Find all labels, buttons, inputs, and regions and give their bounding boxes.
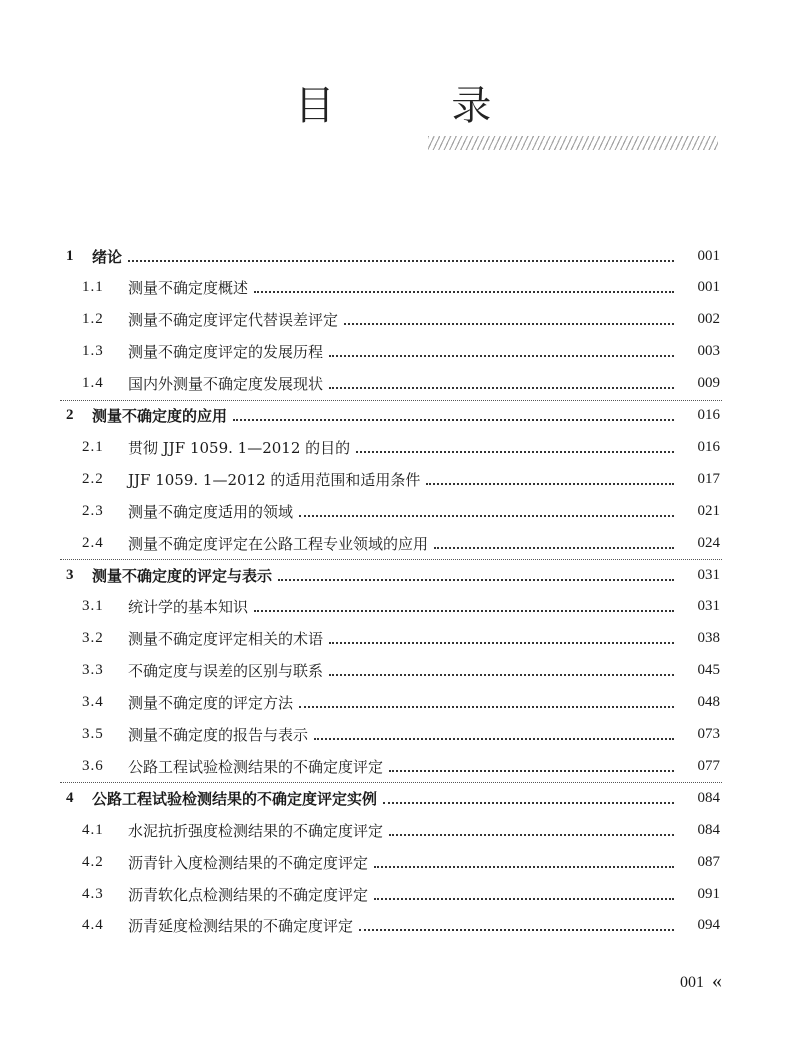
toc-section-entry[interactable]: [0, 623, 790, 655]
toc-dot-leader: [278, 578, 674, 581]
toc-entry-number: 4.4: [82, 917, 104, 934]
toc-entry-title: 沥青软化点检测结果的不确定度评定: [128, 885, 369, 904]
toc-entry-title: 公路工程试验检测结果的不确定度评定实例: [92, 789, 378, 808]
toc-entry-number: 4.3: [82, 885, 104, 902]
toc-entry-page: 048: [697, 694, 720, 711]
toc-entry-title: JJF 1059. 1—2012 的适用范围和适用条件: [128, 470, 421, 489]
toc-entry-title: 测量不确定度的报告与表示: [128, 726, 309, 744]
toc-dot-leader: [254, 609, 674, 612]
toc-entry-title: 测量不确定度概述: [128, 279, 249, 298]
toc-chapter-entry[interactable]: [0, 400, 790, 432]
toc-entry-page: 021: [697, 502, 720, 519]
decorative-hatch-bar: [428, 136, 718, 150]
toc-entry-page: 001: [697, 279, 720, 296]
toc-dot-leader: [329, 386, 674, 389]
chapter-separator: [60, 782, 722, 783]
toc-section-entry[interactable]: [0, 878, 790, 910]
toc-entry-page: 094: [697, 917, 720, 934]
toc-entry-title: 国内外测量不确定度发展现状: [128, 375, 324, 394]
chapter-separator: [60, 559, 722, 560]
toc-entry-number: 2: [66, 407, 74, 423]
toc-entry-title: 测量不确定度评定代替误差评定: [128, 311, 339, 330]
toc-chapter-entry[interactable]: [0, 782, 790, 814]
toc-entry-number: 2.1: [82, 438, 104, 455]
toc-entry-number: 1: [66, 247, 74, 264]
toc-entry-page: 016: [697, 438, 720, 455]
toc-section-entry[interactable]: [0, 272, 790, 304]
toc-dot-leader: [344, 322, 674, 325]
toc-entry-number: 1.4: [82, 375, 104, 392]
toc-section-entry[interactable]: [0, 336, 790, 368]
toc-entry-title: 绪论: [92, 247, 123, 266]
page-footer: [680, 970, 722, 993]
toc-dot-leader: [374, 897, 674, 900]
toc-entry-number: 2.2: [82, 470, 104, 487]
toc-entry-number: 4.1: [82, 821, 104, 838]
toc-dot-leader: [389, 769, 674, 772]
toc-dot-leader: [254, 290, 674, 293]
toc-entry-number: 3.6: [82, 757, 104, 774]
toc-entry-title: 测量不确定度评定的发展历程: [128, 343, 324, 362]
toc-section-entry[interactable]: [0, 814, 790, 846]
toc-entry-page: 017: [697, 470, 720, 487]
toc-entry-page: 001: [697, 247, 720, 264]
toc-section-entry[interactable]: [0, 368, 790, 400]
footer-arrow-mark: «: [712, 970, 722, 992]
toc-entry-page: 038: [697, 630, 720, 647]
toc-entry-page: 045: [697, 662, 720, 679]
toc-entry-page: 024: [697, 534, 720, 551]
toc-dot-leader: [314, 737, 674, 740]
toc-dot-leader: [389, 833, 674, 836]
footer-page-number: 001: [680, 974, 704, 991]
toc-dot-leader: [329, 354, 674, 357]
toc-entry-number: 3.4: [82, 694, 104, 711]
toc-section-entry[interactable]: [0, 846, 790, 878]
toc-section-entry[interactable]: [0, 527, 790, 559]
toc-entry-number: 2.3: [82, 502, 104, 519]
toc-entry-title: 贯彻 JJF 1059. 1—2012 的目的: [128, 438, 351, 457]
toc-entry-page: 073: [697, 726, 720, 742]
toc-entry-title: 测量不确定度的评定方法: [128, 694, 294, 713]
toc-section-entry[interactable]: [0, 719, 790, 751]
toc-entry-page: 091: [697, 885, 720, 902]
toc-dot-leader: [383, 801, 674, 804]
toc-dot-leader: [329, 641, 674, 644]
toc-entry-page: 003: [697, 343, 720, 360]
toc-section-entry[interactable]: [0, 687, 790, 719]
toc-entry-number: 4: [66, 789, 74, 806]
page-title: 目 录: [294, 83, 544, 129]
toc-entry-number: 2.4: [82, 534, 104, 551]
toc-section-entry[interactable]: [0, 655, 790, 687]
toc-entry-number: 3.5: [82, 726, 104, 742]
toc-section-entry[interactable]: [0, 750, 790, 782]
toc-entry-page: 031: [697, 566, 720, 583]
toc-section-entry[interactable]: [0, 304, 790, 336]
toc-entry-title: 不确定度与误差的区别与联系: [128, 662, 324, 681]
toc-dot-leader: [434, 546, 674, 549]
toc-entry-title: 测量不确定度评定在公路工程专业领域的应用: [128, 534, 429, 553]
toc-dot-leader: [128, 259, 674, 262]
toc-entry-title: 沥青针入度检测结果的不确定度评定: [128, 853, 369, 872]
toc-entry-number: 4.2: [82, 853, 104, 870]
toc-chapter-entry[interactable]: [0, 559, 790, 591]
toc-section-entry[interactable]: [0, 591, 790, 623]
toc-entry-page: 002: [697, 311, 720, 328]
toc-entry-number: 3.2: [82, 630, 104, 647]
toc-dot-leader: [329, 673, 674, 676]
toc-entry-title: 公路工程试验检测结果的不确定度评定: [128, 757, 384, 776]
toc-entry-page: 084: [697, 789, 720, 806]
toc-section-entry[interactable]: [0, 463, 790, 495]
toc-dot-leader: [374, 865, 674, 868]
toc-dot-leader: [426, 482, 674, 485]
chapter-separator: [60, 400, 722, 401]
toc-entry-page: 031: [697, 598, 720, 615]
toc-entry-title: 水泥抗折强度检测结果的不确定度评定: [128, 821, 384, 840]
toc-entry-title: 测量不确定度评定相关的术语: [128, 630, 324, 649]
toc-entry-number: 1.2: [82, 311, 104, 328]
toc-entry-title: 统计学的基本知识: [128, 598, 249, 617]
toc-section-entry[interactable]: [0, 431, 790, 463]
toc-dot-leader: [359, 928, 674, 931]
toc-entry-title: 测量不确定度适用的领域: [128, 502, 294, 521]
toc-dot-leader: [233, 418, 674, 421]
toc-entry-title: 沥青延度检测结果的不确定度评定: [128, 917, 354, 936]
toc-entry-number: 3: [66, 566, 74, 583]
toc-entry-page: 084: [697, 821, 720, 838]
toc-entry-page: 087: [697, 853, 720, 870]
toc-entry-title: 测量不确定度的评定与表示: [92, 566, 273, 585]
toc-entry-page: 016: [697, 407, 720, 423]
toc-entry-number: 3.1: [82, 598, 104, 615]
toc-section-entry[interactable]: [0, 495, 790, 527]
toc-chapter-entry[interactable]: [0, 240, 790, 272]
toc-entry-title: 测量不确定度的应用: [92, 407, 228, 425]
toc-section-entry[interactable]: [0, 910, 790, 942]
toc-entry-number: 1.3: [82, 343, 104, 360]
toc-entry-page: 077: [697, 757, 720, 774]
toc-entry-page: 009: [697, 375, 720, 392]
toc-entry-number: 3.3: [82, 662, 104, 679]
toc-dot-leader: [356, 450, 674, 453]
toc-dot-leader: [299, 705, 674, 708]
toc-dot-leader: [299, 514, 674, 517]
toc-entry-number: 1.1: [82, 279, 104, 296]
